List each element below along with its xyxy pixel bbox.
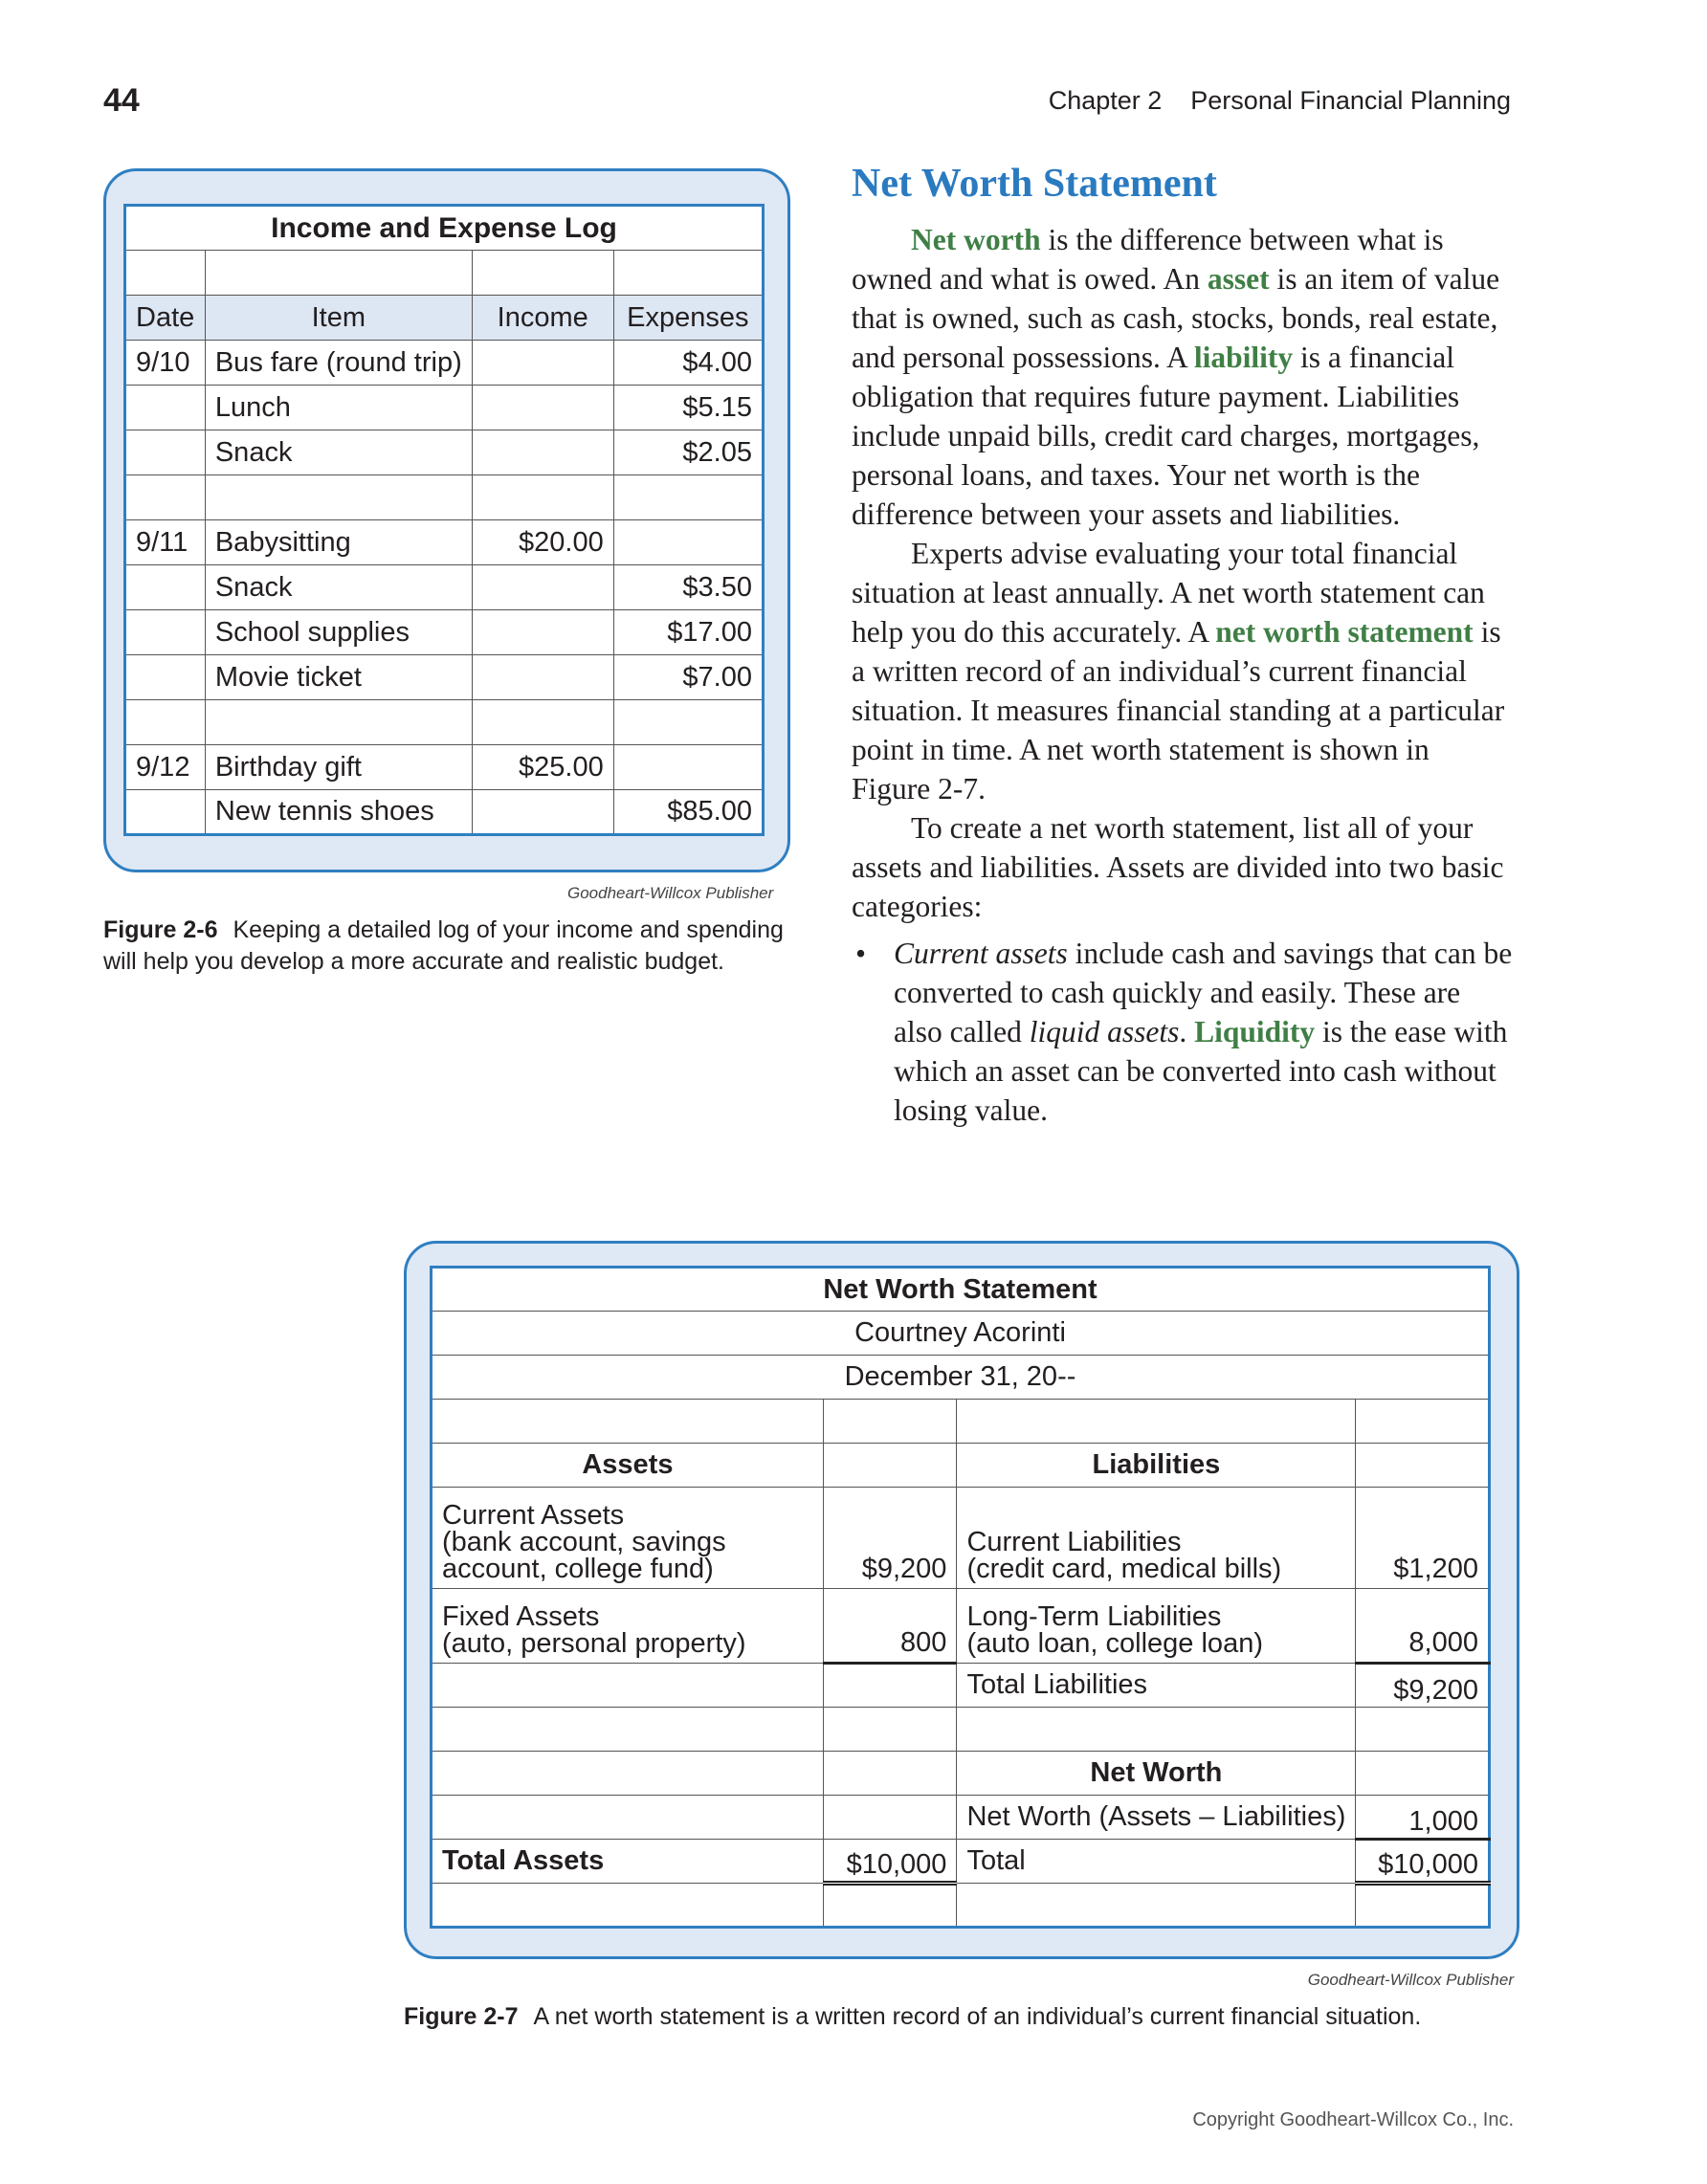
log-cell-expense bbox=[613, 745, 763, 790]
log-cell-income: $25.00 bbox=[472, 745, 613, 790]
log-cell-date bbox=[125, 386, 206, 430]
log-cell-date bbox=[125, 430, 206, 475]
log-cell-income bbox=[472, 341, 613, 386]
total-liabilities-label: Total Liabilities bbox=[957, 1664, 1356, 1708]
log-blank-row bbox=[125, 251, 764, 296]
assets-header: Assets bbox=[432, 1444, 824, 1488]
log-title: Income and Expense Log bbox=[125, 206, 764, 251]
p1-text-1: is the difference between what is owned and what is owed. An bbox=[852, 223, 1444, 296]
log-cell-expense bbox=[613, 520, 763, 565]
log-cell-date bbox=[125, 565, 206, 610]
nw-blank-row-3 bbox=[432, 1884, 1490, 1928]
log-cell-income bbox=[472, 386, 613, 430]
log-cell-date: 9/10 bbox=[125, 341, 206, 386]
fixed-assets-label bbox=[432, 1589, 824, 1664]
log-cell-item: Bus fare (round trip) bbox=[205, 341, 472, 386]
bullet-italic-2: liquid assets bbox=[1029, 1015, 1180, 1048]
log-cell-income bbox=[472, 475, 613, 520]
log-cell-income bbox=[472, 790, 613, 835]
log-cell-item: Snack bbox=[205, 565, 472, 610]
net-worth-label: Net Worth (Assets – Liabilities) bbox=[957, 1796, 1356, 1840]
log-cell-income: $20.00 bbox=[472, 520, 613, 565]
current-assets-line-2: (bank account, savings bbox=[442, 1527, 726, 1557]
log-cell-expense: $17.00 bbox=[613, 610, 763, 655]
log-cell-item: Birthday gift bbox=[205, 745, 472, 790]
log-cell-date bbox=[125, 790, 206, 835]
term-net-worth-statement: net worth statement bbox=[1215, 615, 1474, 649]
fixed-assets-line-1: Fixed Assets bbox=[442, 1601, 600, 1632]
long-term-liabilities-value: 8,000 bbox=[1356, 1589, 1490, 1664]
log-cell-date bbox=[125, 700, 206, 745]
fixed-assets-value: 800 bbox=[823, 1589, 957, 1664]
income-expense-log-table bbox=[123, 204, 765, 836]
log-row bbox=[125, 610, 764, 655]
log-cell-date bbox=[125, 610, 206, 655]
log-row bbox=[125, 655, 764, 700]
log-row bbox=[125, 475, 764, 520]
col-header-item: Item bbox=[205, 296, 472, 341]
log-table-body bbox=[125, 206, 764, 835]
log-cell-income bbox=[472, 430, 613, 475]
net-worth-header: Net Worth bbox=[957, 1752, 1356, 1796]
log-row bbox=[125, 430, 764, 475]
figure-2-7-label: Figure 2-7 bbox=[404, 2003, 519, 2030]
nw-totals-row bbox=[432, 1840, 1490, 1884]
nw-current-row bbox=[432, 1488, 1490, 1589]
log-cell-expense: $4.00 bbox=[613, 341, 763, 386]
log-row bbox=[125, 790, 764, 835]
log-cell-expense bbox=[613, 475, 763, 520]
log-cell-item: Babysitting bbox=[205, 520, 472, 565]
bullet-text-3: is the ease with which an asset can be converted into cash without losing value. bbox=[894, 1015, 1508, 1127]
total-label: Total bbox=[957, 1840, 1356, 1884]
long-term-line-1: Long-Term Liabilities bbox=[966, 1601, 1222, 1632]
log-cell-expense bbox=[613, 700, 763, 745]
log-cell-item bbox=[205, 475, 472, 520]
fixed-assets-line-2: (auto, personal property) bbox=[442, 1628, 746, 1659]
log-row bbox=[125, 341, 764, 386]
copyright-footer: Copyright Goodheart-Willcox Co., Inc. bbox=[1192, 2109, 1514, 2130]
bullet-dot: • bbox=[855, 937, 867, 970]
bullet-current-assets bbox=[852, 934, 1514, 1130]
col-header-expenses: Expenses bbox=[613, 296, 763, 341]
log-cell-expense: $85.00 bbox=[613, 790, 763, 835]
nw-date: December 31, 20-- bbox=[432, 1356, 1490, 1400]
log-cell-income bbox=[472, 700, 613, 745]
current-assets-label bbox=[432, 1488, 824, 1589]
current-assets-line-3: account, college fund) bbox=[442, 1554, 714, 1584]
figure-2-6-caption bbox=[103, 915, 792, 978]
log-row bbox=[125, 565, 764, 610]
net-worth-value: 1,000 bbox=[1356, 1796, 1490, 1840]
log-row bbox=[125, 520, 764, 565]
chapter-header: Chapter 2 Personal Financial Planning bbox=[1048, 86, 1511, 115]
total-liabilities-value: $9,200 bbox=[1356, 1664, 1490, 1708]
figure-2-6-label: Figure 2-6 bbox=[103, 916, 218, 943]
log-row bbox=[125, 386, 764, 430]
log-cell-item: Lunch bbox=[205, 386, 472, 430]
current-liabilities-line-2: (credit card, medical bills) bbox=[966, 1554, 1282, 1584]
current-assets-line-1: Current Assets bbox=[442, 1500, 625, 1531]
col-header-income: Income bbox=[472, 296, 613, 341]
log-cell-income bbox=[472, 610, 613, 655]
log-row bbox=[125, 700, 764, 745]
total-value: $10,000 bbox=[1356, 1840, 1490, 1884]
log-cell-item: Snack bbox=[205, 430, 472, 475]
log-cell-date bbox=[125, 475, 206, 520]
nw-title: Net Worth Statement bbox=[432, 1268, 1490, 1312]
net-worth-statement-table bbox=[430, 1266, 1491, 1929]
p1-text-2: is an item of value that is owned, such as cash, stocks, bonds, real estate, and personal possessions. A bbox=[852, 262, 1500, 374]
term-asset: asset bbox=[1207, 262, 1270, 296]
bullet-italic-1: Current assets bbox=[894, 937, 1068, 970]
log-cell-item: New tennis shoes bbox=[205, 790, 472, 835]
log-cell-date: 9/11 bbox=[125, 520, 206, 565]
log-header-row bbox=[125, 296, 764, 341]
nw-name: Courtney Acorinti bbox=[432, 1312, 1490, 1356]
current-assets-value: $9,200 bbox=[823, 1488, 957, 1589]
page-number: 44 bbox=[103, 82, 140, 119]
term-net-worth: Net worth bbox=[911, 223, 1041, 256]
log-cell-expense: $2.05 bbox=[613, 430, 763, 475]
nw-header-row bbox=[432, 1444, 1490, 1488]
article-body bbox=[852, 220, 1514, 1130]
paragraph-2 bbox=[852, 534, 1514, 808]
term-liability: liability bbox=[1193, 341, 1294, 374]
log-row bbox=[125, 745, 764, 790]
log-cell-item: Movie ticket bbox=[205, 655, 472, 700]
p1-text-3: is a financial obligation that requires future payment. Liabilities include unpaid bills, credit card charges, mortgages, personal loans, and taxes. Your net worth is the difference between your assets and liabilities. bbox=[852, 341, 1480, 531]
log-cell-date bbox=[125, 655, 206, 700]
figure-2-7-credit: Goodheart-Willcox Publisher bbox=[1307, 1971, 1514, 1989]
nw-total-liabilities-row bbox=[432, 1664, 1490, 1708]
figure-2-7-caption bbox=[404, 2001, 1533, 2033]
current-liabilities-line-1: Current Liabilities bbox=[966, 1527, 1182, 1557]
col-header-date: Date bbox=[125, 296, 206, 341]
paragraph-3: To create a net worth statement, list all of your assets and liabilities. Assets are divided into two basic categories: bbox=[852, 811, 1504, 923]
p2-text-1: Experts advise evaluating your total financial situation at least annually. A net worth statement can help you do this accurately. A bbox=[852, 537, 1485, 649]
figure-2-7-caption-text: A net worth statement is a written record of an individual’s current financial situation. bbox=[533, 2003, 1422, 2030]
current-liabilities-value: $1,200 bbox=[1356, 1488, 1490, 1589]
log-cell-item: School supplies bbox=[205, 610, 472, 655]
log-cell-date: 9/12 bbox=[125, 745, 206, 790]
term-liquidity: Liquidity bbox=[1194, 1015, 1316, 1048]
log-cell-expense: $7.00 bbox=[613, 655, 763, 700]
figure-2-6-credit: Goodheart-Willcox Publisher bbox=[567, 884, 774, 902]
log-cell-income bbox=[472, 655, 613, 700]
log-cell-expense: $3.50 bbox=[613, 565, 763, 610]
log-cell-item bbox=[205, 700, 472, 745]
figure-2-6-caption-text: Keeping a detailed log of your income and spending will help you develop a more accurate and realistic budget. bbox=[103, 916, 784, 975]
paragraph-1 bbox=[852, 220, 1514, 534]
nw-blank-row bbox=[432, 1400, 1490, 1444]
long-term-liabilities-label bbox=[957, 1589, 1356, 1664]
log-cell-income bbox=[472, 565, 613, 610]
total-assets-value: $10,000 bbox=[823, 1840, 957, 1884]
nw-fixed-row bbox=[432, 1589, 1490, 1664]
liabilities-header: Liabilities bbox=[957, 1444, 1356, 1488]
nw-blank-row-2 bbox=[432, 1708, 1490, 1752]
total-assets-label: Total Assets bbox=[432, 1840, 824, 1884]
p2-text-2: is a written record of an individual’s current financial situation. It measures financial standing at a particular point in time. A net worth statement is shown in Figure 2-7. bbox=[852, 615, 1505, 805]
section-heading: Net Worth Statement bbox=[852, 162, 1217, 206]
current-liabilities-label bbox=[957, 1488, 1356, 1589]
nw-net-worth-header-row bbox=[432, 1752, 1490, 1796]
long-term-line-2: (auto loan, college loan) bbox=[966, 1628, 1263, 1659]
log-cell-expense: $5.15 bbox=[613, 386, 763, 430]
nw-net-worth-row bbox=[432, 1796, 1490, 1840]
bullet-text-2: . bbox=[1179, 1015, 1195, 1048]
bullet-text-1: include cash and savings that can be converted to cash quickly and easily. These are also called bbox=[894, 937, 1513, 1048]
